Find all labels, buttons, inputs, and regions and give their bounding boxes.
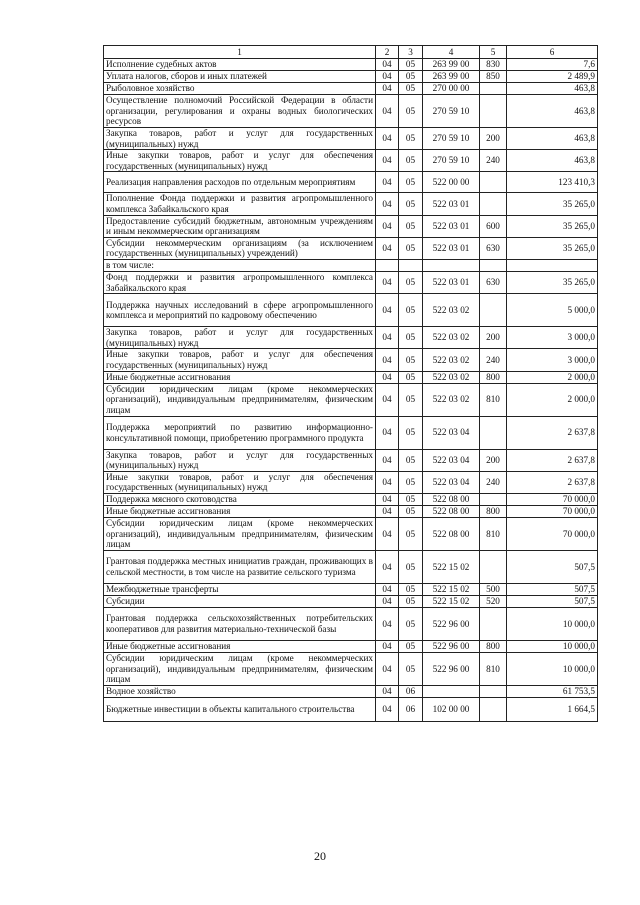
table-cell-target-code: 522 03 02 bbox=[423, 371, 480, 383]
table-row bbox=[104, 697, 598, 721]
table-cell-amount: 3 000,0 bbox=[507, 349, 598, 371]
table-cell-subsection: 05 bbox=[399, 83, 423, 95]
table-cell-target-code: 522 03 01 bbox=[423, 193, 480, 215]
table-cell-name: Исполнение судебных актов bbox=[104, 59, 376, 71]
table-cell-section: 04 bbox=[376, 349, 399, 371]
table-cell-target-code: 522 96 00 bbox=[423, 607, 480, 640]
table-cell-name: Уплата налогов, сборов и иных платежей bbox=[104, 71, 376, 83]
table-cell-expense-type: 630 bbox=[480, 237, 507, 259]
table-cell-subsection: 05 bbox=[399, 215, 423, 237]
table-cell-target-code: 522 03 02 bbox=[423, 294, 480, 327]
table-cell-amount: 70 000,0 bbox=[507, 517, 598, 550]
table-row bbox=[104, 95, 598, 128]
table-cell-expense-type bbox=[480, 172, 507, 193]
table-row bbox=[104, 172, 598, 193]
table-cell-section: 04 bbox=[376, 383, 399, 416]
table-cell-amount: 10 000,0 bbox=[507, 607, 598, 640]
table-cell-subsection: 05 bbox=[399, 294, 423, 327]
page-number: 20 bbox=[314, 849, 326, 863]
table-cell-section: 04 bbox=[376, 150, 399, 172]
table-cell-name: Грантовая поддержка местных инициатив граждан, проживающих в сельской местности, в том числе на развитие сельского туризма bbox=[104, 550, 376, 583]
table-cell-target-code: 522 03 01 bbox=[423, 215, 480, 237]
table-cell-target-code bbox=[423, 685, 480, 697]
table-cell-expense-type bbox=[480, 607, 507, 640]
table-cell-target-code: 522 96 00 bbox=[423, 652, 480, 685]
table-row bbox=[104, 449, 598, 471]
table-cell-subsection: 05 bbox=[399, 583, 423, 595]
table-cell-section: 04 bbox=[376, 215, 399, 237]
table-cell-expense-type bbox=[480, 193, 507, 215]
table-cell-section: 04 bbox=[376, 71, 399, 83]
table-cell-target-code: 102 00 00 bbox=[423, 697, 480, 721]
table-cell-amount: 2 489,9 bbox=[507, 71, 598, 83]
table-cell-section: 04 bbox=[376, 128, 399, 150]
table-cell-name: Иные бюджетные ассигнования bbox=[104, 371, 376, 383]
table-cell-name: Закупка товаров, работ и услуг для государственных (муниципальных) нужд bbox=[104, 327, 376, 349]
table-cell-section: 04 bbox=[376, 607, 399, 640]
table-cell-target-code: 263 99 00 bbox=[423, 59, 480, 71]
table-row bbox=[104, 294, 598, 327]
table-cell-subsection: 05 bbox=[399, 172, 423, 193]
table-cell-section: 04 bbox=[376, 237, 399, 259]
table-cell-subsection: 05 bbox=[399, 416, 423, 449]
table-cell-name: Закупка товаров, работ и услуг для государственных (муниципальных) нужд bbox=[104, 128, 376, 150]
table-cell-expense-type: 810 bbox=[480, 383, 507, 416]
table-row bbox=[104, 583, 598, 595]
table-cell-target-code: 522 03 01 bbox=[423, 237, 480, 259]
header-cell-6: 6 bbox=[507, 46, 598, 59]
table-row bbox=[104, 652, 598, 685]
table-cell-target-code: 522 08 00 bbox=[423, 517, 480, 550]
table-cell-expense-type: 240 bbox=[480, 150, 507, 172]
table-row bbox=[104, 471, 598, 493]
table-cell-expense-type: 600 bbox=[480, 215, 507, 237]
table-cell-amount bbox=[507, 259, 598, 271]
table-cell-section: 04 bbox=[376, 83, 399, 95]
table-cell-expense-type bbox=[480, 550, 507, 583]
table-row bbox=[104, 150, 598, 172]
table-cell-expense-type: 240 bbox=[480, 471, 507, 493]
table-cell-amount: 2 637,8 bbox=[507, 416, 598, 449]
table-cell-subsection: 06 bbox=[399, 685, 423, 697]
table-cell-expense-type bbox=[480, 416, 507, 449]
table-cell-amount: 3 000,0 bbox=[507, 327, 598, 349]
table-row bbox=[104, 237, 598, 259]
table-cell-amount: 507,5 bbox=[507, 583, 598, 595]
table-cell-name: Субсидии некоммерческим организациям (за исключением государственных (муниципальных) учреждений) bbox=[104, 237, 376, 259]
table-cell-section: 04 bbox=[376, 505, 399, 517]
table-cell-expense-type: 850 bbox=[480, 71, 507, 83]
table-cell-expense-type bbox=[480, 294, 507, 327]
header-cell-3: 3 bbox=[399, 46, 423, 59]
table-row bbox=[104, 259, 598, 271]
table-cell-section: 04 bbox=[376, 517, 399, 550]
table-cell-expense-type bbox=[480, 259, 507, 271]
table-cell-section: 04 bbox=[376, 416, 399, 449]
table-cell-subsection: 05 bbox=[399, 517, 423, 550]
table-cell-name: Иные закупки товаров, работ и услуг для обеспечения государственных (муниципальных) нужд bbox=[104, 471, 376, 493]
table-row bbox=[104, 517, 598, 550]
table-row bbox=[104, 550, 598, 583]
table-cell-section: 04 bbox=[376, 550, 399, 583]
table-cell-amount: 7,6 bbox=[507, 59, 598, 71]
table-cell-subsection: 05 bbox=[399, 59, 423, 71]
table-row bbox=[104, 193, 598, 215]
table-row bbox=[104, 493, 598, 505]
table-cell-section: 04 bbox=[376, 685, 399, 697]
table-cell-subsection: 05 bbox=[399, 371, 423, 383]
table-row bbox=[104, 83, 598, 95]
table-cell-section: 04 bbox=[376, 59, 399, 71]
table-cell-name: Иные закупки товаров, работ и услуг для обеспечения государственных (муниципальных) нужд bbox=[104, 349, 376, 371]
table-cell-target-code: 522 15 02 bbox=[423, 595, 480, 607]
table-cell-subsection: 05 bbox=[399, 471, 423, 493]
table-cell-target-code: 522 08 00 bbox=[423, 493, 480, 505]
table-cell-target-code: 270 59 10 bbox=[423, 128, 480, 150]
table-cell-expense-type: 830 bbox=[480, 59, 507, 71]
table-cell-subsection: 05 bbox=[399, 640, 423, 652]
table-cell-name: Субсидии bbox=[104, 595, 376, 607]
table-cell-name: Иные закупки товаров, работ и услуг для обеспечения государственных (муниципальных) нужд bbox=[104, 150, 376, 172]
table-cell-section: 04 bbox=[376, 271, 399, 293]
table-cell-subsection: 05 bbox=[399, 652, 423, 685]
table-cell-expense-type: 800 bbox=[480, 371, 507, 383]
table-cell-target-code: 522 03 01 bbox=[423, 271, 480, 293]
table-row bbox=[104, 416, 598, 449]
table-cell-target-code: 270 00 00 bbox=[423, 83, 480, 95]
table-cell-subsection: 05 bbox=[399, 550, 423, 583]
table-row bbox=[104, 327, 598, 349]
table-cell-amount: 35 265,0 bbox=[507, 271, 598, 293]
table-cell-name: Субсидии юридическим лицам (кроме некоммерческих организаций), индивидуальным предпринимателям, физическим лицам bbox=[104, 517, 376, 550]
table-cell-subsection: 05 bbox=[399, 193, 423, 215]
table-cell-target-code bbox=[423, 259, 480, 271]
table-cell-name: Поддержка мясного скотоводства bbox=[104, 493, 376, 505]
table-cell-target-code: 522 03 04 bbox=[423, 471, 480, 493]
table-row bbox=[104, 215, 598, 237]
table-cell-section: 04 bbox=[376, 294, 399, 327]
table-cell-section: 04 bbox=[376, 652, 399, 685]
table-cell-target-code: 522 15 02 bbox=[423, 583, 480, 595]
table-cell-expense-type: 800 bbox=[480, 640, 507, 652]
table-cell-section: 04 bbox=[376, 471, 399, 493]
table-cell-expense-type bbox=[480, 685, 507, 697]
table-cell-target-code: 522 03 04 bbox=[423, 449, 480, 471]
table-cell-amount: 2 637,8 bbox=[507, 471, 598, 493]
table-cell-expense-type: 500 bbox=[480, 583, 507, 595]
table-cell-target-code: 522 03 02 bbox=[423, 327, 480, 349]
table-cell-expense-type: 200 bbox=[480, 128, 507, 150]
table-cell-name: Межбюджетные трансферты bbox=[104, 583, 376, 595]
table-cell-amount: 61 753,5 bbox=[507, 685, 598, 697]
table-cell-amount: 463,8 bbox=[507, 83, 598, 95]
table-cell-amount: 463,8 bbox=[507, 95, 598, 128]
table-cell-expense-type bbox=[480, 493, 507, 505]
table-cell-section: 04 bbox=[376, 697, 399, 721]
table-cell-subsection: 05 bbox=[399, 237, 423, 259]
table-cell-name: Осуществление полномочий Российской Федерации в области организации, регулирования и охраны водных биологических ресурсов bbox=[104, 95, 376, 128]
table-cell-expense-type bbox=[480, 83, 507, 95]
table-cell-expense-type: 810 bbox=[480, 517, 507, 550]
table-cell-expense-type bbox=[480, 697, 507, 721]
header-cell-5: 5 bbox=[480, 46, 507, 59]
header-cell-4: 4 bbox=[423, 46, 480, 59]
table-cell-name: Субсидии юридическим лицам (кроме некоммерческих организаций), индивидуальным предпринимателям, физическим лицам bbox=[104, 383, 376, 416]
table-cell-target-code: 522 15 02 bbox=[423, 550, 480, 583]
table-cell-amount: 10 000,0 bbox=[507, 652, 598, 685]
table-cell-expense-type: 200 bbox=[480, 449, 507, 471]
table-cell-amount: 2 000,0 bbox=[507, 383, 598, 416]
table-row bbox=[104, 640, 598, 652]
table-cell-subsection: 05 bbox=[399, 271, 423, 293]
table-cell-section bbox=[376, 259, 399, 271]
table-row bbox=[104, 349, 598, 371]
table-cell-subsection: 05 bbox=[399, 349, 423, 371]
table-cell-subsection: 05 bbox=[399, 607, 423, 640]
table-cell-expense-type: 810 bbox=[480, 652, 507, 685]
table-cell-expense-type: 630 bbox=[480, 271, 507, 293]
table-cell-subsection: 05 bbox=[399, 493, 423, 505]
table-cell-target-code: 270 59 10 bbox=[423, 150, 480, 172]
table-cell-section: 04 bbox=[376, 327, 399, 349]
header-cell-2: 2 bbox=[376, 46, 399, 59]
table-row bbox=[104, 607, 598, 640]
table-cell-section: 04 bbox=[376, 493, 399, 505]
table-cell-name: Поддержка научных исследований в сфере агропромышленного комплекса и мероприятий по кадровому обеспечению bbox=[104, 294, 376, 327]
table-cell-amount: 507,5 bbox=[507, 595, 598, 607]
table-cell-amount: 1 664,5 bbox=[507, 697, 598, 721]
table-cell-amount: 35 265,0 bbox=[507, 215, 598, 237]
table-row bbox=[104, 59, 598, 71]
table-cell-target-code: 270 59 10 bbox=[423, 95, 480, 128]
table-row bbox=[104, 271, 598, 293]
table-cell-amount: 2 637,8 bbox=[507, 449, 598, 471]
table-cell-name: Поддержка мероприятий по развитию информационно-консультативной помощи, приобретению программного продукта bbox=[104, 416, 376, 449]
table-cell-subsection: 05 bbox=[399, 150, 423, 172]
table-cell-subsection: 05 bbox=[399, 505, 423, 517]
table-cell-amount: 463,8 bbox=[507, 128, 598, 150]
table-cell-target-code: 522 03 02 bbox=[423, 383, 480, 416]
table-cell-amount: 70 000,0 bbox=[507, 505, 598, 517]
table-cell-target-code: 522 96 00 bbox=[423, 640, 480, 652]
table-cell-expense-type: 520 bbox=[480, 595, 507, 607]
table-cell-section: 04 bbox=[376, 371, 399, 383]
table-cell-name: Субсидии юридическим лицам (кроме некоммерческих организаций), индивидуальным предпринимателям, физическим лицам bbox=[104, 652, 376, 685]
table-row bbox=[104, 71, 598, 83]
table-cell-section: 04 bbox=[376, 95, 399, 128]
table-cell-amount: 5 000,0 bbox=[507, 294, 598, 327]
table-cell-name: Водное хозяйство bbox=[104, 685, 376, 697]
table-cell-section: 04 bbox=[376, 640, 399, 652]
table-cell-subsection: 05 bbox=[399, 128, 423, 150]
table-cell-subsection: 05 bbox=[399, 595, 423, 607]
table-cell-name: Закупка товаров, работ и услуг для государственных (муниципальных) нужд bbox=[104, 449, 376, 471]
table-cell-section: 04 bbox=[376, 595, 399, 607]
header-row bbox=[104, 46, 598, 59]
table-cell-section: 04 bbox=[376, 583, 399, 595]
table-cell-subsection: 06 bbox=[399, 697, 423, 721]
table-cell-name: Реализация направления расходов по отдельным мероприятиям bbox=[104, 172, 376, 193]
table-cell-amount: 35 265,0 bbox=[507, 193, 598, 215]
budget-table-body bbox=[104, 46, 598, 722]
table-cell-name: Иные бюджетные ассигнования bbox=[104, 505, 376, 517]
table-cell-section: 04 bbox=[376, 193, 399, 215]
budget-table bbox=[103, 45, 598, 722]
table-row bbox=[104, 505, 598, 517]
table-cell-subsection bbox=[399, 259, 423, 271]
table-cell-target-code: 522 08 00 bbox=[423, 505, 480, 517]
table-cell-section: 04 bbox=[376, 172, 399, 193]
table-cell-target-code: 522 03 02 bbox=[423, 349, 480, 371]
table-cell-name: в том числе: bbox=[104, 259, 376, 271]
table-cell-target-code: 522 03 04 bbox=[423, 416, 480, 449]
table-cell-amount: 463,8 bbox=[507, 150, 598, 172]
table-cell-name: Предоставление субсидий бюджетным, автономным учреждениям и иным некоммерческим организациям bbox=[104, 215, 376, 237]
table-cell-name: Иные бюджетные ассигнования bbox=[104, 640, 376, 652]
table-row bbox=[104, 595, 598, 607]
table-cell-subsection: 05 bbox=[399, 449, 423, 471]
table-row bbox=[104, 383, 598, 416]
table-cell-amount: 35 265,0 bbox=[507, 237, 598, 259]
table-cell-expense-type: 240 bbox=[480, 349, 507, 371]
table-cell-amount: 2 000,0 bbox=[507, 371, 598, 383]
table-cell-subsection: 05 bbox=[399, 71, 423, 83]
table-cell-amount: 507,5 bbox=[507, 550, 598, 583]
table-cell-name: Фонд поддержки и развития агропромышленного комплекса Забайкальского края bbox=[104, 271, 376, 293]
table-cell-target-code: 263 99 00 bbox=[423, 71, 480, 83]
table-cell-expense-type bbox=[480, 95, 507, 128]
table-cell-target-code: 522 00 00 bbox=[423, 172, 480, 193]
table-cell-subsection: 05 bbox=[399, 327, 423, 349]
table-cell-subsection: 05 bbox=[399, 95, 423, 128]
table-cell-amount: 123 410,3 bbox=[507, 172, 598, 193]
table-cell-name: Бюджетные инвестиции в объекты капитального строительства bbox=[104, 697, 376, 721]
table-row bbox=[104, 371, 598, 383]
table-cell-name: Рыболовное хозяйство bbox=[104, 83, 376, 95]
table-cell-section: 04 bbox=[376, 449, 399, 471]
table-cell-amount: 70 000,0 bbox=[507, 493, 598, 505]
table-cell-expense-type: 800 bbox=[480, 505, 507, 517]
table-row bbox=[104, 128, 598, 150]
table-cell-expense-type: 200 bbox=[480, 327, 507, 349]
table-cell-amount: 10 000,0 bbox=[507, 640, 598, 652]
header-cell-1: 1 bbox=[104, 46, 376, 59]
table-cell-subsection: 05 bbox=[399, 383, 423, 416]
table-row bbox=[104, 685, 598, 697]
table-cell-name: Грантовая поддержка сельскохозяйственных потребительских кооперативов для развития материально-технической базы bbox=[104, 607, 376, 640]
table-cell-name: Пополнение Фонда поддержки и развития агропромышленного комплекса Забайкальского края bbox=[104, 193, 376, 215]
